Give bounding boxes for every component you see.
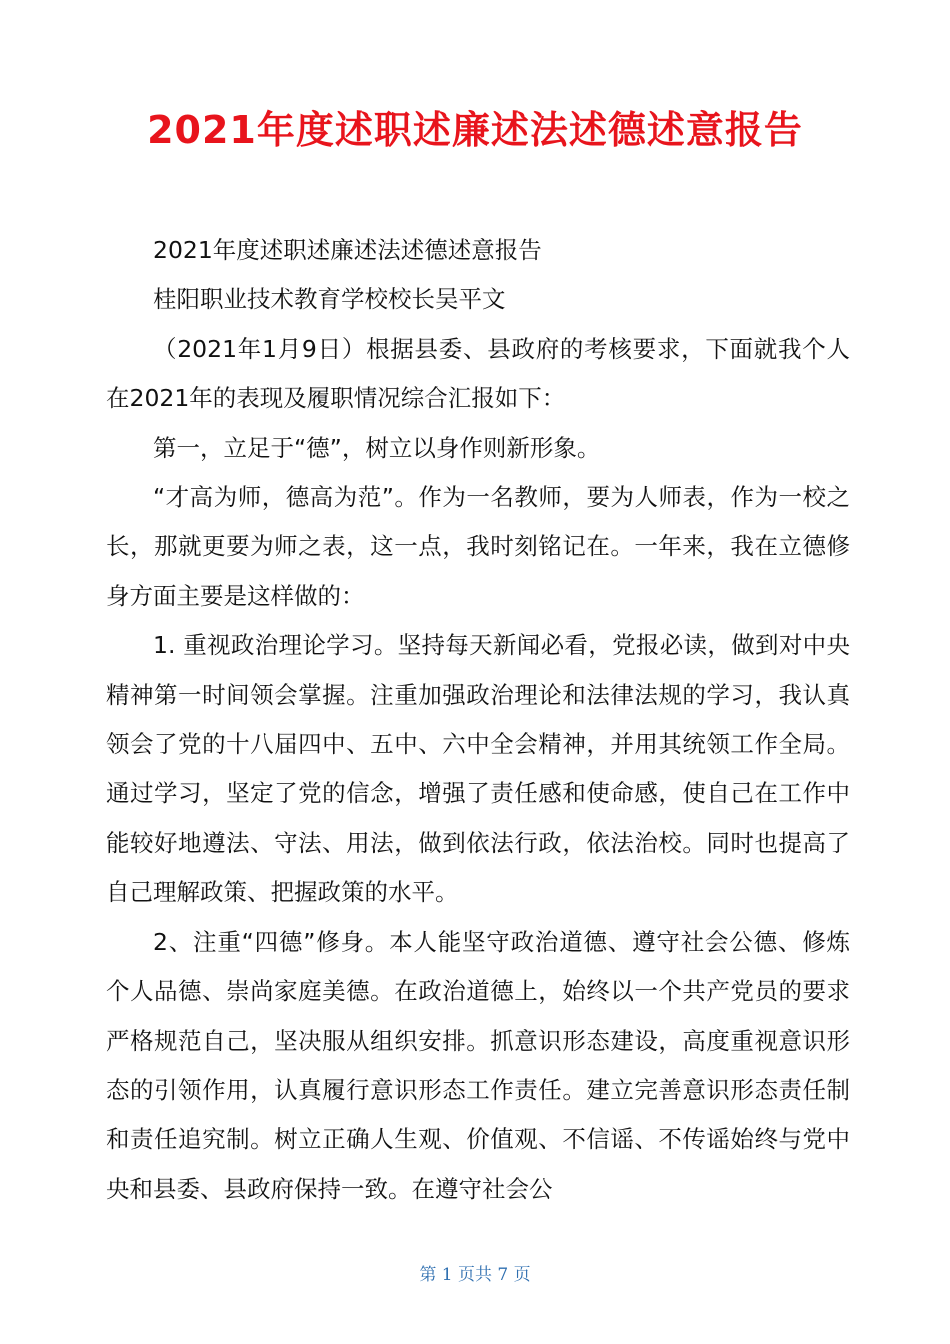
paragraph-intro: （2021年1月9日）根据县委、县政府的考核要求，下面就我个人在2021年的表现及履职情况综合汇报如下： — [106, 334, 850, 413]
paragraph-heading-one: 第一，立足于“德”，树立以身作则新形象。 — [153, 433, 601, 462]
paragraph-author: 桂阳职业技术教育学校校长吴平文 — [153, 285, 506, 314]
page-title: 2021年度述职述廉述法述德述意报告 — [147, 108, 803, 152]
paragraph-motto: “才高为师，德高为范”。作为一名教师，要为人师表，作为一校之长，那就更要为师之表，这一点，我时刻铭记在。一年来，我在立德修身方面主要是这样做的： — [106, 483, 850, 610]
paragraph-item-two: 2、注重“四德”修身。本人能坚守政治道德、遵守社会公德、修炼个人品德、崇尚家庭美德。在政治道德上，始终以一个共产党员的要求严格规范自己，坚决服从组织安排。抓意识形态建设，高度重视意识形态的引领作用，认真履行意识形态工作责任。建立完善意识形态责任制和责任追究制。树立正确人生观、价值观、不信谣、不传谣始终与党中央和县委、县政府保持一致。在遵守社会公 — [106, 927, 850, 1203]
paragraph-subtitle: 2021年度述职述廉述法述德述意报告 — [153, 236, 542, 264]
paragraph-item-one: 1. 重视政治理论学习。坚持每天新闻必看，党报必读，做到对中央精神第一时间领会掌握。注重加强政治理论和法律法规的学习，我认真领会了党的十八届四中、五中、六中全会精神，并用其统领工作全局。通过学习，坚定了党的信念，增强了责任感和使命感，使自己在工作中能较好地遵法、守法、用法，做到依法行政，依法治校。同时也提高了自己理解政策、把握政策的水平。 — [106, 631, 850, 907]
document-body — [106, 226, 850, 1214]
page-footer: 第 1 页共 7 页 — [419, 1265, 531, 1285]
